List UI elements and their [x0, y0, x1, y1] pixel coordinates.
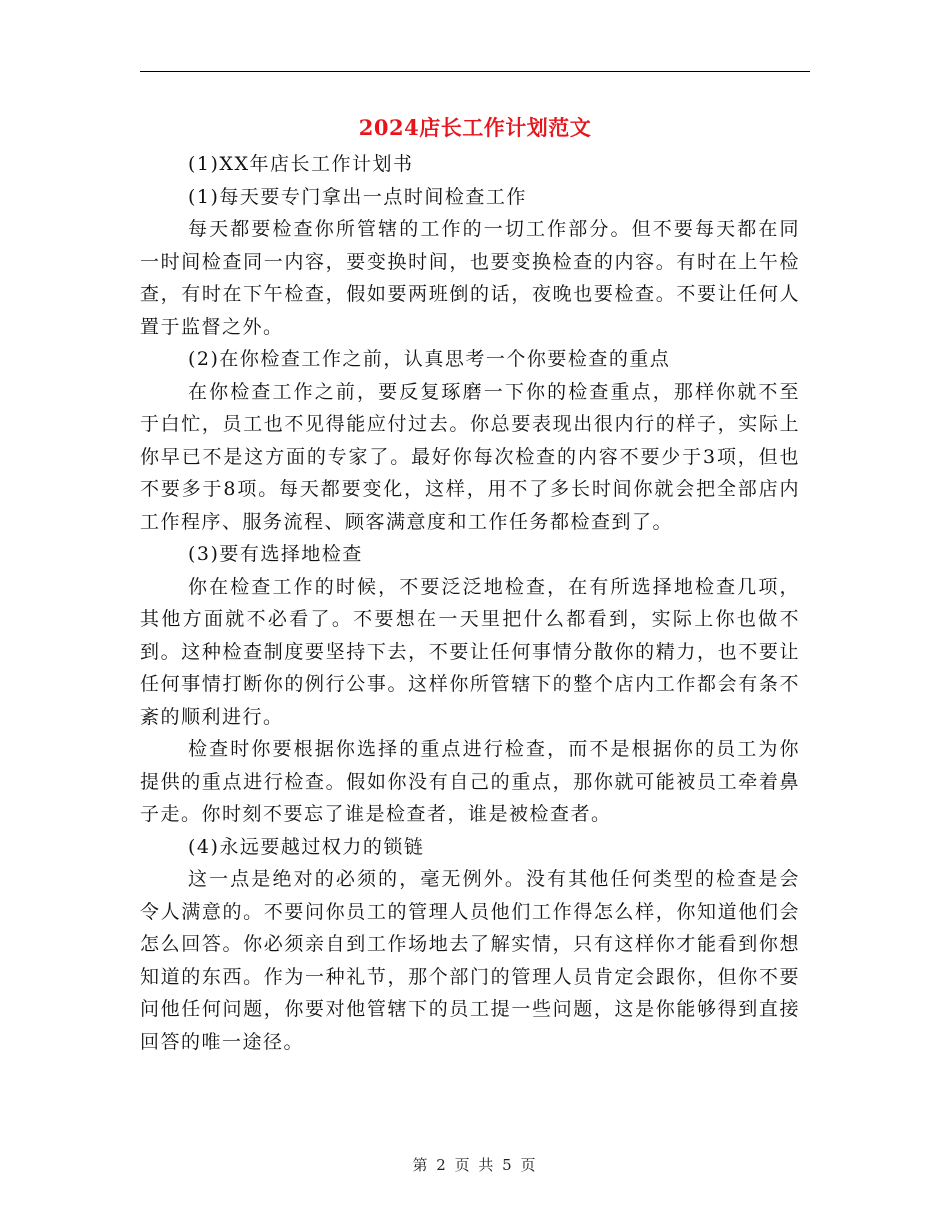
- header-rule: [140, 71, 810, 72]
- paragraph: 你在检查工作的时候，不要泛泛地检查，在有所选择地检查几项，其他方面就不必看了。不要想在一天里把什么都看到，实际上你也做不到。这种检查制度要坚持下去，不要让任何事情分散你的精力，也不要让任何事情打断你的例行公事。这样你所管辖下的整个店内工作都会有条不紊的顺利进行。: [140, 575, 800, 728]
- paragraph: (1)XX年店长工作计划书: [188, 153, 414, 175]
- page-number: 第 2 页 共 5 页: [412, 1156, 538, 1174]
- paragraph: (2)在你检查工作之前，认真思考一个你要检查的重点: [188, 348, 671, 370]
- document-title: 2024店长工作计划范文: [358, 115, 592, 140]
- paragraph: 每天都要检查你所管辖的工作的一切工作部分。但不要每天都在同一时间检查同一内容，要变换时间，也要变换检查的内容。有时在上午检查，有时在下午检查，假如要两班倒的话，夜晚也要检查。不要让任何人置于监督之外。: [140, 218, 800, 338]
- paragraph: 在你检查工作之前，要反复琢磨一下你的检查重点，那样你就不至于白忙，员工也不见得能应付过去。你总要表现出很内行的样子，实际上你早已不是这方面的专家了。最好你每次检查的内容不要少于3项，但也不要多于8项。每天都要变化，这样，用不了多长时间你就会把全部店内工作程序、服务流程、顾客满意度和工作任务都检查到了。: [140, 380, 800, 533]
- paragraph: 这一点是绝对的必须的，毫无例外。没有其他任何类型的检查是会令人满意的。不要问你员工的管理人员他们工作得怎么样，你知道他们会怎么回答。你必须亲自到工作场地去了解实情，只有这样你才能看到你想知道的东西。作为一种礼节，那个部门的管理人员肯定会跟你，但你不要问他任何问题，你要对他管辖下的员工提一些问题，这是你能够得到直接回答的唯一途径。: [140, 868, 800, 1053]
- paragraph: 检查时你要根据你选择的重点进行检查，而不是根据你的员工为你提供的重点进行检查。假如你没有自己的重点，那你就可能被员工牵着鼻子走。你时刻不要忘了谁是检查者，谁是被检查者。: [140, 738, 800, 825]
- paragraph: (4)永远要越过权力的锁链: [188, 835, 425, 858]
- document-body: [140, 148, 800, 1058]
- paragraph: (1)每天要专门拿出一点时间检查工作: [188, 185, 527, 208]
- paragraph: (3)要有选择地检查: [188, 543, 363, 565]
